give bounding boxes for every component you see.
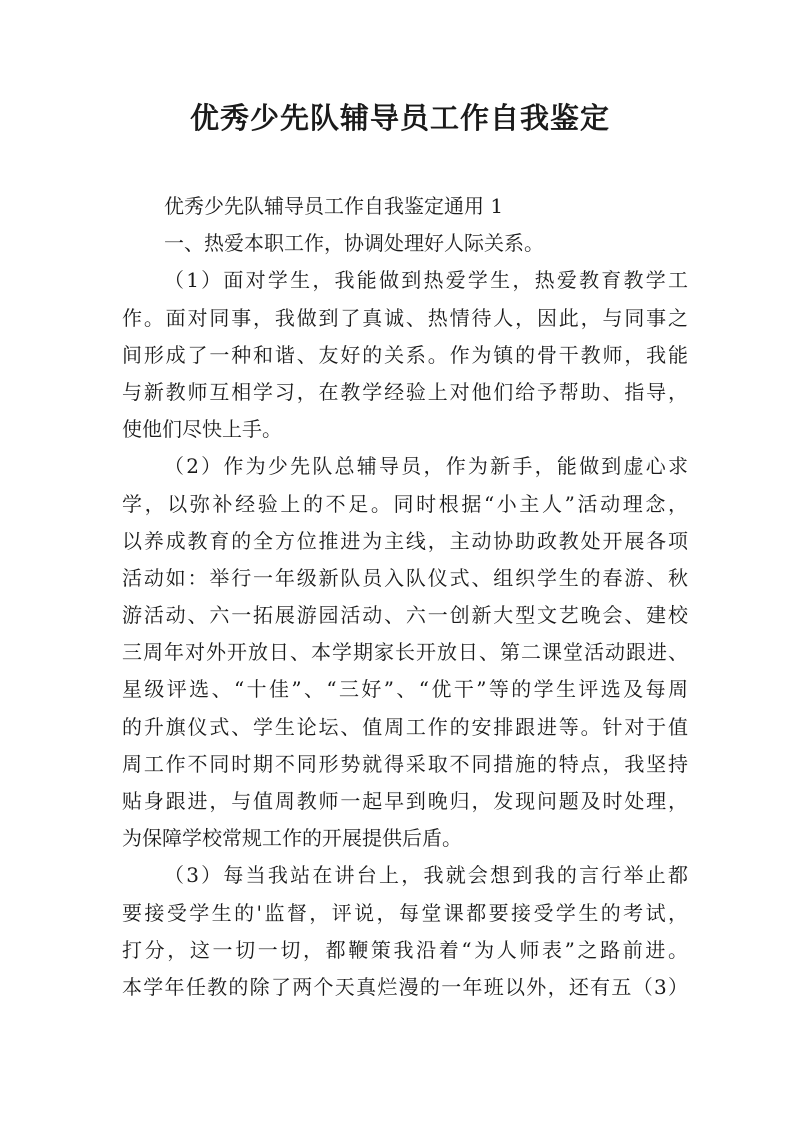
paragraph-line: 学，以弥补经验上的不足。同时根据“小主人”活动理念， [122,491,688,516]
paragraph-line: 游活动、六一拓展游园活动、六一创新大型文艺晚会、建校 [122,603,688,628]
document-body [122,188,688,1006]
paragraph-line: 活动如：举行一年级新队员入队仪式、组织学生的春游、秋 [122,565,688,590]
paragraph-line: 三周年对外开放日、本学期家长开放日、第二课堂活动跟进、 [122,640,688,665]
paragraph-line: 星级评选、“十佳”、“三好”、“优干”等的学生评选及每周 [122,677,688,702]
paragraph-line: 本学年任教的除了两个天真烂漫的一年班以外，还有五（3） [122,974,688,999]
paragraph-line: 间形成了一种和谐、友好的关系。作为镇的骨干教师，我能 [122,342,688,367]
section-subheading-line: 一、热爱本职工作，协调处理好人际关系。 [164,231,544,256]
paragraph-line: 周工作不同时期不同形势就得采取不同措施的特点，我坚持 [122,751,688,776]
paragraph-line: 以养成教育的全方位推进为主线，主动协助政教处开展各项 [122,528,688,553]
document-title: 优秀少先队辅导员工作自我鉴定 [189,101,610,135]
paragraph-line: 使他们尽快上手。 [122,417,282,442]
paragraph-line: （3）每当我站在讲台上，我就会想到我的言行举止都 [164,863,688,888]
paragraph-line: （1）面对学生，我能做到热爱学生，热爱教育教学工 [164,268,688,293]
paragraph-line: 贴身跟进，与值周教师一起早到晚归，发现问题及时处理， [122,789,688,813]
section-heading-line: 优秀少先队辅导员工作自我鉴定通用 1 [164,194,504,218]
paragraph-line: 打分，这一切一切，都鞭策我沿着“为人师表”之路前进。 [122,937,688,962]
paragraph-line: 为保障学校常规工作的开展提供后盾。 [122,826,462,851]
paragraph-line: （2）作为少先队总辅导员，作为新手，能做到虚心求 [164,454,688,479]
paragraph-line: 的升旗仪式、学生论坛、值周工作的安排跟进等。针对于值 [122,714,688,739]
paragraph-line: 与新教师互相学习，在教学经验上对他们给予帮助、指导， [122,379,688,404]
paragraph-line: 作。面对同事，我做到了真诚、热情待人，因此，与同事之 [122,305,688,330]
paragraph-line: 要接受学生的'监督，评说，每堂课都要接受学生的考试， [122,900,688,925]
